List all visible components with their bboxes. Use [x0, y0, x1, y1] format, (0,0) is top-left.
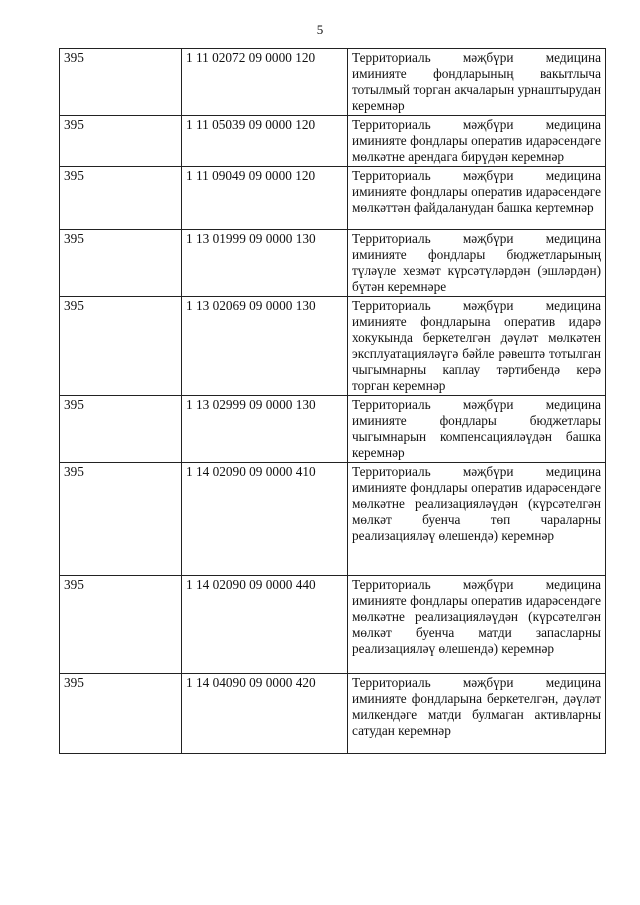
revenue-name-cell: Территориаль мәҗбүри медицина иминияте фондларының вакытлыча тотылмый торган акчаларын урнаштырудан керемнәр — [348, 49, 606, 116]
budget-code-cell: 1 14 02090 09 0000 440 — [182, 576, 348, 674]
admin-code-cell: 395 — [60, 674, 182, 754]
table-row — [60, 674, 606, 754]
table-row — [60, 396, 606, 463]
budget-code-cell: 1 13 01999 09 0000 130 — [182, 230, 348, 297]
table-row — [60, 576, 606, 674]
budget-code-cell: 1 11 05039 09 0000 120 — [182, 116, 348, 167]
admin-code-cell: 395 — [60, 230, 182, 297]
revenue-codes-table — [59, 48, 606, 754]
revenue-name-cell: Территориаль мәҗбүри медицина иминияте фондлары оператив идарәсендәге мөлкәтне реализацияләүдән (күрсәтелгән мөлкәт буенча төп чараларны реализацияләү өлешендә) керемнәр — [348, 463, 606, 576]
revenue-name-cell: Территориаль мәҗбүри медицина иминияте фондлары оператив идарәсендәге мөлкәттән файдаланудан башка кертемнәр — [348, 167, 606, 230]
admin-code-cell: 395 — [60, 297, 182, 396]
admin-code-cell: 395 — [60, 49, 182, 116]
budget-code-cell: 1 14 04090 09 0000 420 — [182, 674, 348, 754]
budget-code-cell: 1 11 09049 09 0000 120 — [182, 167, 348, 230]
table-row — [60, 297, 606, 396]
admin-code-cell: 395 — [60, 167, 182, 230]
table-row — [60, 230, 606, 297]
admin-code-cell: 395 — [60, 396, 182, 463]
budget-code-cell: 1 13 02999 09 0000 130 — [182, 396, 348, 463]
revenue-name-cell: Территориаль мәҗбүри медицина иминияте фондларына беркетелгән, дәүләт милкендәге матди булмаган активларны сатудан керемнәр — [348, 674, 606, 754]
admin-code-cell: 395 — [60, 116, 182, 167]
table-row — [60, 167, 606, 230]
revenue-name-cell: Территориаль мәҗбүри медицина иминияте фондларына оператив идарә хокукында беркетелгән дәүләт мөлкәтен эксплуатацияләүгә бәйле рәвештә тотылган чыгымнарны каплау тәртибендә керә торган керемнәр — [348, 297, 606, 396]
budget-code-cell: 1 13 02069 09 0000 130 — [182, 297, 348, 396]
revenue-name-cell: Территориаль мәҗбүри медицина иминияте фондлары оператив идарәсендәге мөлкәтне реализацияләүдән (күрсәтелгән мөлкәт буенча матди запасларны реализацияләү өлешендә) керемнәр — [348, 576, 606, 674]
admin-code-cell: 395 — [60, 576, 182, 674]
revenue-name-cell: Территориаль мәҗбүри медицина иминияте фондлары бюджетларының түләүле хезмәт күрсәтүләрдән (эшләрдән) бүтән керемнәре — [348, 230, 606, 297]
revenue-name-cell: Территориаль мәҗбүри медицина иминияте фондлары оператив идарәсендәге мөлкәтне арендага бирүдән керемнәр — [348, 116, 606, 167]
table-row — [60, 116, 606, 167]
budget-code-cell: 1 11 02072 09 0000 120 — [182, 49, 348, 116]
table-row — [60, 49, 606, 116]
page-number: 5 — [316, 22, 324, 37]
revenue-name-cell: Территориаль мәҗбүри медицина иминияте фондлары бюджетлары чыгымнарын компенсацияләүдән башка керемнәр — [348, 396, 606, 463]
admin-code-cell: 395 — [60, 463, 182, 576]
budget-code-cell: 1 14 02090 09 0000 410 — [182, 463, 348, 576]
table-row — [60, 463, 606, 576]
